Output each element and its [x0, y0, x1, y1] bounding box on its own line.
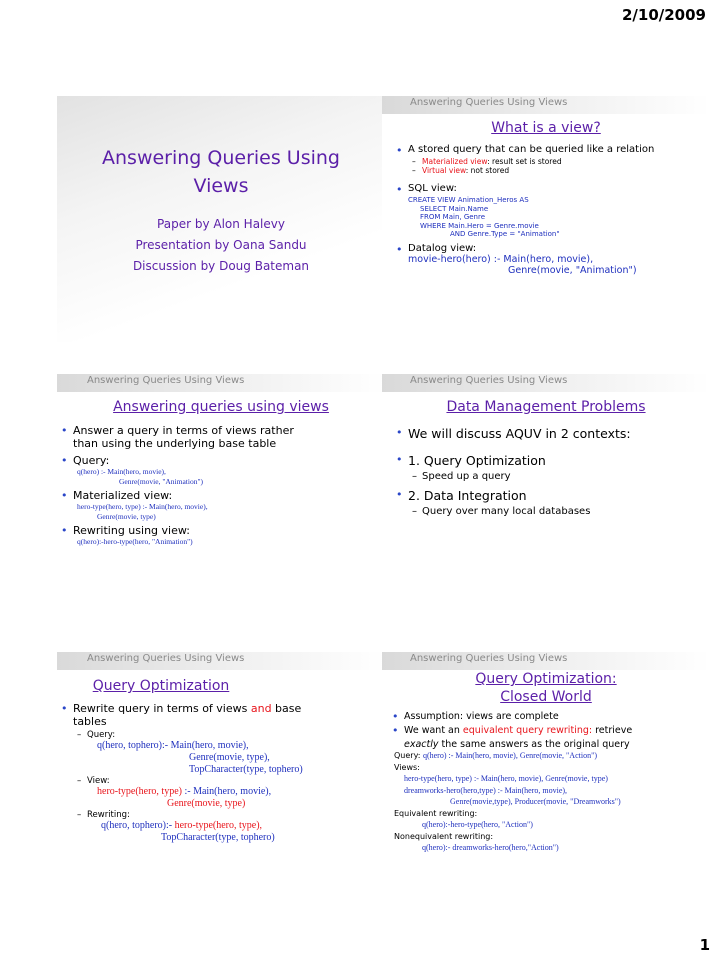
- slide-header: Answering Queries Using Views: [410, 375, 568, 386]
- code-line: Genre(movie,type), Producer(movie, "Dreamworks"): [450, 797, 621, 806]
- bullet-item: [61, 524, 381, 547]
- bullet-text: Datalog view:: [408, 242, 477, 254]
- code-line: q(hero, tophero):- Main(hero, movie),: [97, 740, 249, 751]
- bullet-text: Assumption: views are complete: [404, 711, 559, 722]
- credit-line: Discussion by Doug Bateman: [132, 259, 310, 273]
- code-line: TopCharacter(type, tophero): [161, 832, 275, 843]
- slide-heading: What is a view?: [491, 120, 601, 136]
- sub-item: – Query over many local databases: [408, 506, 706, 517]
- bullet-list: [61, 424, 381, 547]
- title-line: Views: [193, 175, 249, 197]
- code-line: q(hero):-hero-type(hero, "Action"): [422, 820, 533, 829]
- bullet-text: Rewriting using view:: [73, 524, 190, 537]
- bullet-text: than using the underlying base table: [73, 437, 277, 450]
- slide-heading: Query Optimization: [92, 678, 230, 694]
- code-line: q(hero) :- Main(hero, movie),: [77, 467, 166, 476]
- rewriting-code: [73, 820, 381, 844]
- code-line: AND Genre.Type = "Animation": [450, 230, 560, 238]
- bullet-text: Query:: [73, 454, 110, 467]
- bullet-item: [396, 144, 706, 175]
- bullet-text: base: [271, 702, 302, 715]
- bullet-text: We will discuss AQUV in 2 contexts:: [408, 426, 631, 441]
- term-desc: : result set is stored: [487, 157, 562, 166]
- closed-world-examples: [394, 750, 708, 854]
- code-line: q(hero):- dreamworks-hero(hero,"Action"): [422, 843, 559, 852]
- slide-header: Answering Queries Using Views: [87, 653, 245, 664]
- sub-label: – View:: [73, 776, 381, 786]
- view-code: [73, 786, 381, 810]
- bullet-text: A stored query that can be queried like a relation: [408, 144, 655, 155]
- example-label: Views:: [394, 762, 420, 772]
- slide-header: Answering Queries Using Views: [87, 375, 245, 386]
- slide-heading: Data Management Problems: [446, 399, 646, 415]
- title-line: Answering Queries Using: [102, 147, 340, 169]
- sub-item: – Speed up a query: [408, 471, 706, 482]
- example-label: Equivalent rewriting:: [394, 808, 478, 818]
- code-line: hero-type(hero, type) :- Main(hero, movie), Genre(movie, type): [404, 774, 608, 783]
- code-line: Genre(movie, type): [97, 512, 156, 521]
- code-line: movie-hero(hero) :- Main(hero, movie),: [408, 253, 594, 265]
- bullet-list: [396, 426, 706, 517]
- rewriting-code: q(hero):-hero-type(hero, "Animation"): [77, 537, 193, 546]
- code-line: dreamworks-hero(hero,type) :- Main(hero, movie),: [404, 785, 568, 795]
- rewrite-view: hero-type(hero, type),: [174, 820, 263, 831]
- page-date: 2/10/2009: [621, 6, 706, 24]
- bullet-text: We want an: [404, 725, 463, 736]
- code-line: Genre(movie, type): [167, 798, 246, 809]
- sql-code: [408, 196, 706, 239]
- credit-line: Paper by Alon Halevy: [157, 217, 285, 231]
- code-line: TopCharacter(type, tophero): [189, 764, 303, 775]
- credit-line: Presentation by Oana Sandu: [135, 238, 307, 252]
- code-line: FROM Main, Genre: [420, 213, 486, 221]
- query-code: [73, 740, 381, 776]
- slide-query-optimization: [57, 652, 385, 898]
- bullet-item: [392, 710, 708, 724]
- code-line: hero-type(hero, type) :- Main(hero, movie),: [77, 502, 208, 511]
- emphasis-text: exactly: [404, 739, 439, 750]
- slide-data-management: [382, 374, 710, 620]
- slide-heading: [382, 670, 710, 706]
- sub-item: [408, 166, 706, 175]
- bullet-item: [396, 426, 706, 441]
- rewrite-head: q(hero, tophero):-: [101, 820, 175, 831]
- term-label: Materialized view: [422, 157, 488, 166]
- query-code: [73, 467, 381, 487]
- slide-title: [57, 96, 385, 342]
- bullet-item: [396, 183, 706, 239]
- bullet-text: • Answer a query in terms of views rather: [73, 424, 294, 437]
- bullet-item: [61, 489, 381, 522]
- bullet-item: [61, 702, 381, 844]
- bullet-item: [396, 488, 706, 517]
- term-desc: : not stored: [465, 166, 510, 175]
- heading-line: Closed World: [500, 689, 592, 705]
- slide-header: Answering Queries Using Views: [410, 97, 568, 108]
- bullet-text: Materialized view:: [73, 489, 173, 502]
- sub-label: – Rewriting:: [73, 810, 381, 820]
- code-line: Genre(movie, type),: [189, 752, 270, 763]
- slide-header: Answering Queries Using Views: [410, 653, 568, 664]
- code-line: Genre(movie, "Animation"): [508, 264, 637, 276]
- bullet-item: [396, 243, 706, 276]
- datalog-code: [408, 254, 706, 276]
- credits: [57, 214, 385, 277]
- bullet-item: [61, 454, 381, 487]
- highlight-word: and: [250, 702, 272, 715]
- slide-closed-world: [382, 652, 710, 898]
- bullet-text: tables: [73, 715, 107, 728]
- view-code: [73, 502, 381, 522]
- bullet-list: [396, 144, 706, 276]
- bullet-item: [61, 424, 381, 450]
- slide-heading: Answering queries using views: [113, 399, 329, 415]
- bullet-text: the same answers as the original query: [438, 739, 630, 750]
- sub-label: – Query:: [73, 730, 381, 740]
- code-line: CREATE VIEW Animation_Heros AS: [408, 196, 529, 204]
- code-line: WHERE Main.Hero = Genre.movie: [420, 221, 539, 230]
- example-label: Query:: [394, 751, 423, 760]
- page-number: 1: [699, 936, 710, 954]
- code-line: Genre(movie, "Animation"): [119, 477, 204, 486]
- presentation-title: [57, 144, 385, 200]
- bullet-list: [392, 710, 708, 752]
- view-head: hero-type(hero, type): [97, 786, 182, 797]
- view-body: :- Main(hero, movie),: [181, 786, 272, 797]
- highlight-text: equivalent query rewriting:: [462, 725, 593, 736]
- example-label: Nonequivalent rewriting:: [394, 831, 494, 841]
- bullet-item: [396, 453, 706, 482]
- bullet-text: 1. Query Optimization: [408, 453, 546, 468]
- bullet-item: [392, 724, 708, 752]
- slide-answering-queries: [57, 374, 385, 620]
- heading-line: Query Optimization:: [475, 671, 617, 687]
- term-label: Virtual view: [422, 166, 466, 175]
- bullet-text: Rewrite query in terms of views: [73, 702, 251, 715]
- bullet-list: [61, 702, 381, 844]
- bullet-text: 2. Data Integration: [408, 488, 527, 503]
- slide-what-is-a-view: [382, 96, 710, 342]
- query-code: q(hero) :- Main(hero, movie), Genre(movie, "Action"): [422, 751, 597, 760]
- bullet-text: retrieve: [592, 725, 633, 736]
- code-line: SELECT Main.Name: [420, 204, 489, 213]
- sub-item: [408, 157, 706, 166]
- bullet-text: SQL view:: [408, 183, 457, 194]
